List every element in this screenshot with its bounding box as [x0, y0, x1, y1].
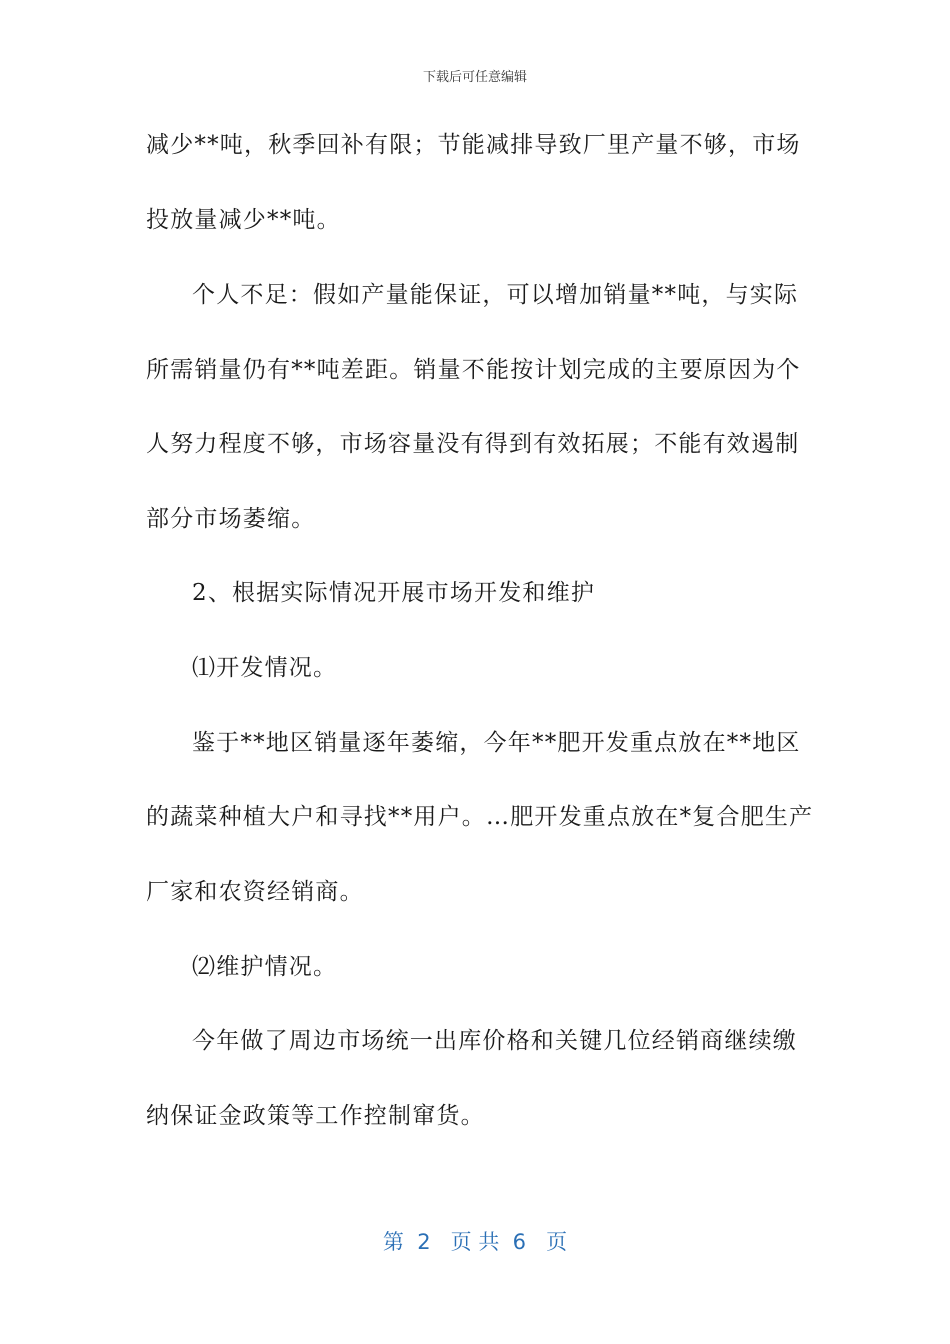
paragraph-line: 厂家和农资经销商。 — [146, 879, 364, 905]
paragraph-line: 投放量减少**吨。 — [146, 207, 341, 233]
paragraph-line: 鉴于**地区销量逐年萎缩，今年**肥开发重点放在**地区 — [192, 730, 801, 756]
page-number-footer: 第 2 页 共 6 页 — [382, 1230, 568, 1254]
paragraph-line: 人努力程度不够，市场容量没有得到有效拓展；不能有效遏制 — [146, 431, 800, 457]
subsection-heading: ⑴开发情况。 — [192, 655, 338, 681]
paragraph-line: 个人不足：假如产量能保证，可以增加销量**吨，与实际 — [192, 282, 799, 308]
header-note: 下载后可任意编辑 — [422, 70, 527, 85]
subsection-heading: ⑵维护情况。 — [192, 954, 338, 980]
paragraph-line: 的蔬菜种植大户和寻找**用户。…肥开发重点放在*复合肥生产 — [146, 804, 814, 830]
paragraph-line: 减少**吨，秋季回补有限；节能减排导致厂里产量不够，市场 — [146, 132, 801, 158]
paragraph-line: 今年做了周边市场统一出库价格和关键几位经销商继续缴 — [192, 1028, 797, 1054]
paragraph-line: 部分市场萎缩。 — [146, 506, 316, 532]
paragraph-line: 纳保证金政策等工作控制窜货。 — [146, 1103, 485, 1129]
section-heading: 2、根据实际情况开展市场开发和维护 — [192, 580, 596, 606]
paragraph-line: 所需销量仍有**吨差距。销量不能按计划完成的主要原因为个 — [146, 357, 801, 383]
